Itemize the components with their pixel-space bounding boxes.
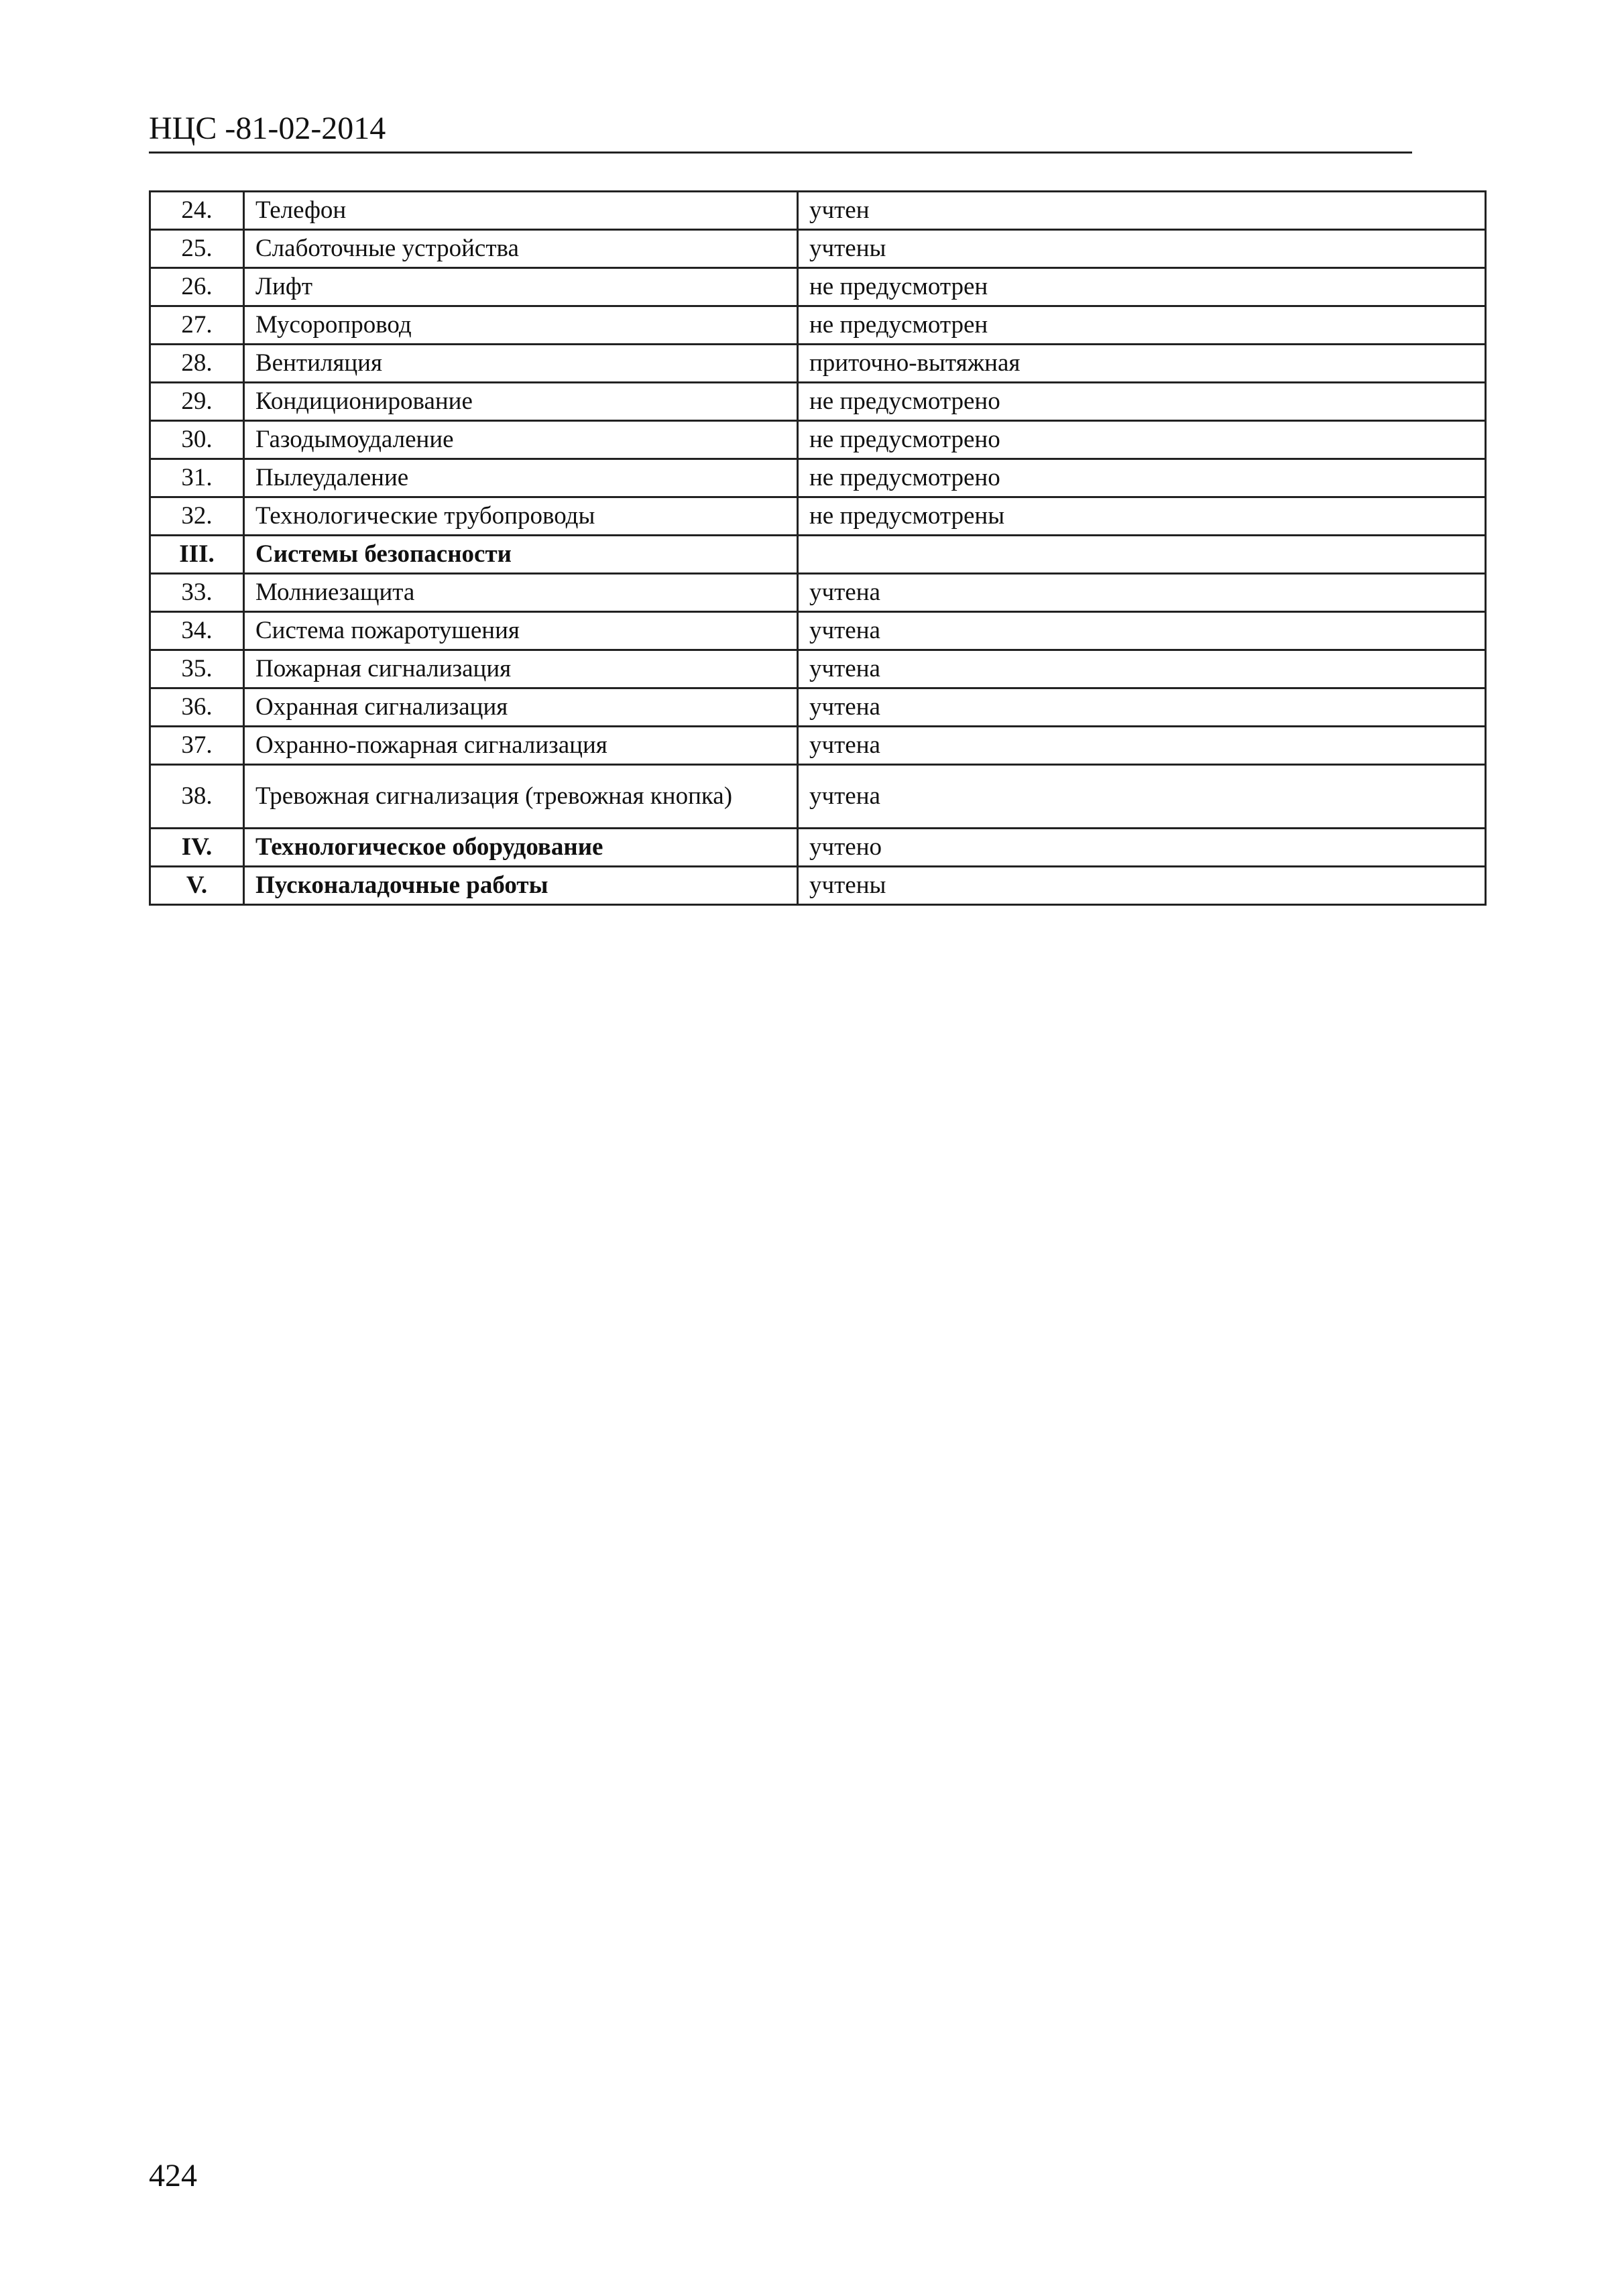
item-name-cell: Молниезащита: [244, 574, 798, 612]
row-number-cell: IV.: [150, 829, 244, 867]
row-number-cell: 38.: [150, 765, 244, 829]
item-name-cell: Тревожная сигнализация (тревожная кнопка): [244, 765, 798, 829]
row-number-cell: 24.: [150, 192, 244, 230]
table-row: [150, 192, 1486, 230]
item-status-cell: не предусмотрен: [798, 268, 1486, 306]
row-number-cell: 28.: [150, 345, 244, 383]
item-name-cell: Охранно-пожарная сигнализация: [244, 727, 798, 765]
row-number-cell: 25.: [150, 230, 244, 268]
row-number-cell: 36.: [150, 688, 244, 727]
row-number-cell: 31.: [150, 459, 244, 497]
item-status-cell: учтены: [798, 230, 1486, 268]
item-name-cell: Пылеудаление: [244, 459, 798, 497]
table-row: [150, 650, 1486, 688]
table-section-row: [150, 829, 1486, 867]
item-status-cell: не предусмотрено: [798, 383, 1486, 421]
item-status-cell: учтена: [798, 727, 1486, 765]
table-row: [150, 306, 1486, 345]
row-number-cell: 35.: [150, 650, 244, 688]
table-row: [150, 268, 1486, 306]
item-name-cell: Телефон: [244, 192, 798, 230]
item-name-cell: Технологические трубопроводы: [244, 497, 798, 536]
item-status-cell: [798, 536, 1486, 574]
row-number-cell: 30.: [150, 421, 244, 459]
item-status-cell: учтена: [798, 612, 1486, 650]
item-name-cell: Слаботочные устройства: [244, 230, 798, 268]
header-rule: [149, 152, 1412, 154]
item-status-cell: учтена: [798, 574, 1486, 612]
item-name-cell: Системы безопасности: [244, 536, 798, 574]
row-number-cell: 37.: [150, 727, 244, 765]
row-number-cell: III.: [150, 536, 244, 574]
item-status-cell: учтена: [798, 650, 1486, 688]
item-name-cell: Система пожаротушения: [244, 612, 798, 650]
item-name-cell: Мусоропровод: [244, 306, 798, 345]
row-number-cell: 27.: [150, 306, 244, 345]
systems-table: [149, 190, 1487, 906]
item-status-cell: не предусмотрен: [798, 306, 1486, 345]
item-status-cell: учтена: [798, 688, 1486, 727]
item-status-cell: учтен: [798, 192, 1486, 230]
table-row: [150, 421, 1486, 459]
row-number-cell: 33.: [150, 574, 244, 612]
table-section-row: [150, 536, 1486, 574]
item-status-cell: учтена: [798, 765, 1486, 829]
item-status-cell: учтены: [798, 867, 1486, 905]
table-row: [150, 688, 1486, 727]
table-row: [150, 230, 1486, 268]
item-name-cell: Охранная сигнализация: [244, 688, 798, 727]
table-row: [150, 574, 1486, 612]
item-name-cell: Кондиционирование: [244, 383, 798, 421]
page-number: 424: [149, 2158, 197, 2193]
item-name-cell: Газодымоудаление: [244, 421, 798, 459]
row-number-cell: 26.: [150, 268, 244, 306]
table-row: [150, 383, 1486, 421]
row-number-cell: V.: [150, 867, 244, 905]
table-row: [150, 459, 1486, 497]
table-row: [150, 345, 1486, 383]
table-row: [150, 727, 1486, 765]
table-row: [150, 765, 1486, 829]
item-name-cell: Пусконаладочные работы: [244, 867, 798, 905]
item-status-cell: не предусмотрено: [798, 421, 1486, 459]
row-number-cell: 34.: [150, 612, 244, 650]
item-status-cell: учтено: [798, 829, 1486, 867]
item-status-cell: не предусмотрены: [798, 497, 1486, 536]
row-number-cell: 29.: [150, 383, 244, 421]
item-status-cell: приточно-вытяжная: [798, 345, 1486, 383]
item-name-cell: Пожарная сигнализация: [244, 650, 798, 688]
item-name-cell: Лифт: [244, 268, 798, 306]
systems-table-body: [150, 192, 1486, 905]
table-row: [150, 612, 1486, 650]
table-row: [150, 497, 1486, 536]
row-number-cell: 32.: [150, 497, 244, 536]
item-name-cell: Технологическое оборудование: [244, 829, 798, 867]
document-code-header: НЦС -81-02-2014: [149, 111, 386, 146]
item-status-cell: не предусмотрено: [798, 459, 1486, 497]
item-name-cell: Вентиляция: [244, 345, 798, 383]
table-section-row: [150, 867, 1486, 905]
